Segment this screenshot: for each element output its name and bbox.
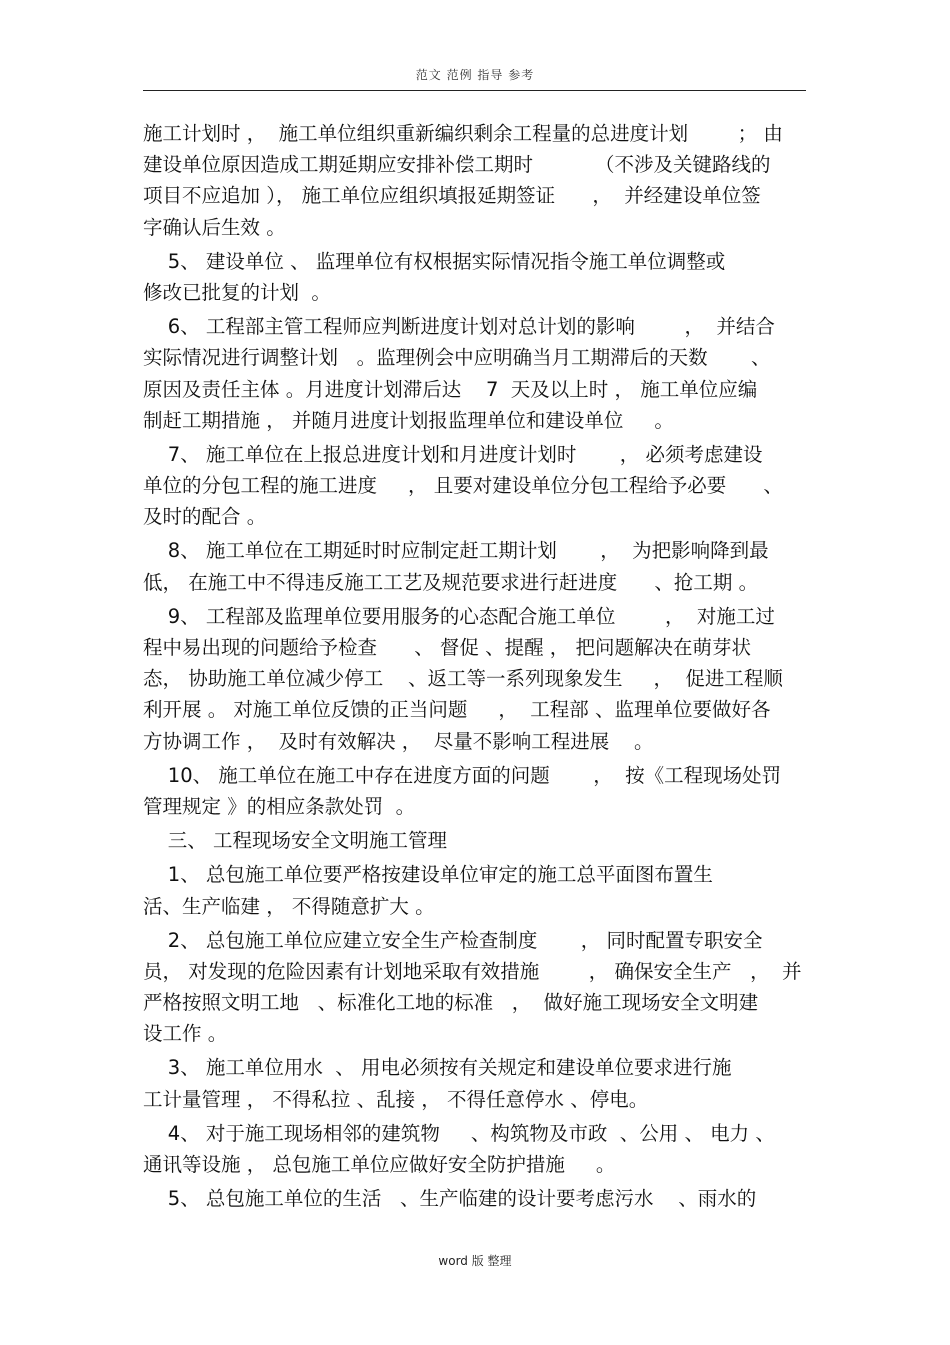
text-line: 态， 协助施工单位减少停工 、返工等一系列现象发生 ， 促进工程顺 [143,667,783,691]
text-line: 严格按照文明工地 、标准化工地的标准 ， 做好施工现场安全文明建 [143,991,759,1015]
text-line: 设工作 。 [143,1022,228,1046]
text-line: 1、 总包施工单位要严格按建设单位审定的施工总平面图布置生 [143,863,713,887]
text-line: 8、 施工单位在工期延时时应制定赶工期计划 ， 为把影响降到最 [143,539,769,563]
paragraph [143,760,808,822]
text-line: 制赶工期措施 ， 并随月进度计划报监理单位和建设单位 。 [143,408,674,432]
text-line: 2、 总包施工单位应建立安全生产检查制度 ， 同时配置专职安全 [143,928,763,952]
text-line: 修改已批复的计划 。 [143,280,331,304]
document-body [143,118,808,1214]
text-line: 及时的配合 。 [143,505,267,529]
paragraph [143,439,808,533]
text-line: 4、 对于施工现场相邻的建筑物 、构筑物及市政 、公用 、 电力 、 [143,1121,775,1145]
text-line: 原因及责任主体 。月进度计划滞后达 7 天及以上时 ， 施工单位应编 [143,377,758,401]
text-line: 管理规定 》的相应条款处罚 。 [143,794,416,818]
text-line: 程中易出现的问题给予检查 、 督促 、提醒 ， 把问题解决在萌芽状 [143,636,751,659]
text-line: 单位的分包工程的施工进度 ， 且要对建设单位分包工程给予必要 、 [143,474,783,498]
text-line: 活、生产临建 ， 不得随意扩大 。 [143,894,435,918]
text-line: 3、 施工单位用水 、 用电必须按有关规定和建设单位要求进行施 [143,1056,732,1080]
text-line: 项目不应追加 ）， 施工单位应组织填报延期签证 ， 并经建设单位签 [143,184,761,208]
text-line: 10、 施工单位在施工中存在进度方面的问题 ， 按《工程现场处罚 [143,763,782,787]
paragraph [143,925,808,1050]
text-line: 方协调工作 ， 及时有效解决 ， 尽量不影响工程进展 。 [143,729,654,753]
page-header: 范文 范例 指导 参考 [415,68,535,82]
paragraph [143,311,808,436]
paragraph [143,535,808,597]
text-line: 低， 在施工中不得违反施工工艺及规范要求进行赶进度 、抢工期 。 [143,570,759,594]
text-line: 员， 对发现的危险因素有计划地采取有效措施 ， 确保安全生产 ， 并 [143,959,802,983]
text-line: 实际情况进行调整计划 。监理例会中应明确当月工期滞后的天数 、 [143,346,771,370]
text-line: 6、 工程部主管工程师应判断进度计划对总计划的影响 ， 并结合 [143,315,775,339]
text-line: 利开展 。 对施工单位反馈的正当问题 ， 工程部 、监理单位要做好各 [143,698,771,722]
paragraph [143,246,808,308]
paragraph [143,118,808,243]
text-line: 建设单位原因造成工期延期应安排补偿工期时 （不涉及关键路线的 [143,153,771,177]
text-line: 7、 施工单位在上报总进度计划和月进度计划时 ， 必须考虑建设 [143,442,763,466]
paragraph [143,601,808,757]
text-line: 5、 建设单位 、 监理单位有权根据实际情况指令施工单位调整或 [143,249,726,273]
text-line: 9、 工程部及监理单位要用服务的心态配合施工单位 ， 对施工过 [143,604,775,628]
paragraph [143,1118,808,1180]
paragraph [143,1052,808,1114]
text-line: 5、 总包施工单位的生活 、生产临建的设计要考虑污水 、雨水的 [143,1187,757,1211]
paragraph [143,1183,808,1214]
page-footer: word 版 整理 [438,1254,512,1268]
paragraph [143,825,808,856]
paragraph [143,859,808,921]
text-line: 三、 工程现场安全文明施工管理 [143,829,447,853]
text-line: 字确认后生效 。 [143,215,286,239]
text-line: 工计量管理 ， 不得私拉 、乱接 ， 不得任意停水 、停电。 [143,1087,649,1111]
header-divider [143,90,806,91]
text-line: 施工计划时 ， 施工单位组织重新编织剩余工程量的总进度计划 ； 由 [143,122,783,145]
text-line: 通讯等设施 ， 总包施工单位应做好安全防护措施 。 [143,1153,616,1176]
